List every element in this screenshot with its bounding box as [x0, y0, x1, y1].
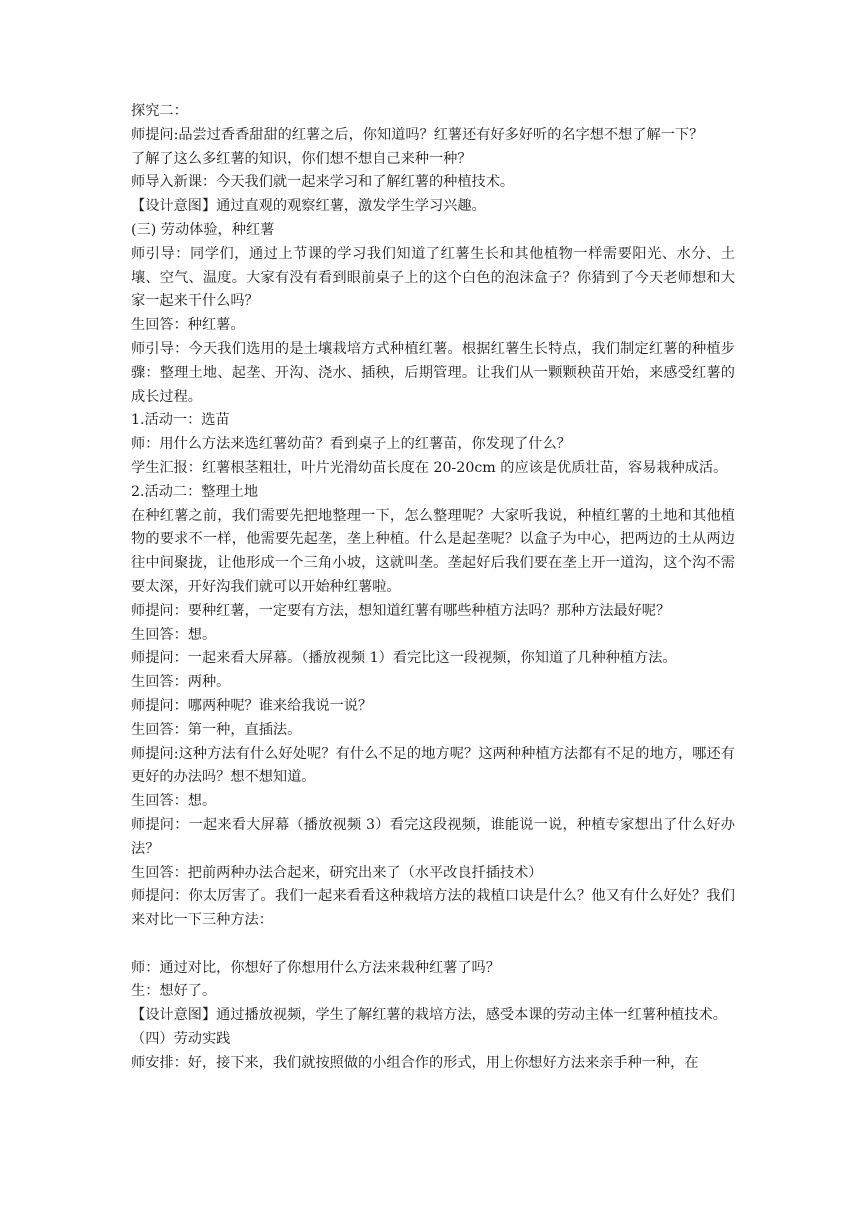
paragraph: 生回答：想。: [131, 626, 217, 643]
paragraph: 师提问:这种方法有什么好处呢？有什么不足的地方呢？这两种种植方法都有不足的地方，哪还有更好的办法吗？想不想知道。: [131, 745, 735, 786]
paragraph: 师安排：好，接下来，我们就按照做的小组合作的形式，用上你想好方法来亲手种一种，在: [131, 1054, 699, 1071]
blank-line: [131, 933, 735, 957]
paragraph: 了解了这么多红薯的知识，你们想不想自己来种一种？: [131, 150, 472, 167]
paragraph: 师提问:品尝过香香甜甜的红薯之后，你知道吗？红薯还有好多好听的名字想不想了解一下？: [131, 126, 704, 143]
paragraph: 探究二：: [131, 103, 188, 119]
paragraph: 生回答：两种。: [131, 674, 231, 691]
document-body: [131, 100, 735, 1076]
paragraph: 师提问：要种红薯，一定要有方法，想知道红薯有哪些种植方法吗？那种方法最好呢？: [131, 602, 671, 619]
paragraph: 生：想好了。: [131, 983, 217, 1000]
paragraph: 师引导：同学们，通过上节课的学习我们知道了红薯生长和其他植物一样需要阳光、水分、土壤、空气、温度。大家有没有看到眼前桌子上的这个白色的泡沫盒子？你猜到了今天老师想和大家一起来干什么吗？: [131, 245, 735, 310]
paragraph: 师提问：一起来看大屏幕（播放视频 3）看完这段视频，谁能说一说，种植专家想出了什么好办法？: [131, 816, 735, 857]
design-intent-note: 【设计意图】通过直观的观察红薯，激发学生学习兴趣。: [131, 198, 486, 215]
paragraph: 生回答：把前两种办法合起来，研究出来了（水平改良扦插技术）: [131, 864, 543, 881]
section-heading: (三) 劳动体验，种红薯: [131, 221, 275, 238]
paragraph: 在种红薯之前，我们需要先把地整理一下，怎么整理呢？大家听我说，种植红薯的土地和其他植物的要求不一样，他需要先起垄，垄上种植。什么是起垄呢？以盒子为中心，把两边的土从两边往中间聚拢，让他形成一个三角小坡，这就叫垄。垄起好后我们要在垄上开一道沟，这个沟不需要太深，开好沟我们就可以开始种红薯啦。: [131, 507, 735, 595]
paragraph: 师提问：你太厉害了。我们一起来看看这种栽培方法的栽植口诀是什么？他又有什么好处？我们来对比一下三种方法：: [131, 888, 735, 929]
paragraph: 师：通过对比，你想好了你想用什么方法来栽种红薯了吗？: [131, 959, 500, 976]
paragraph: 生回答：第一种，直插法。: [131, 721, 302, 738]
paragraph: 师提问：一起来看大屏幕。（播放视频 1）看完比这一段视频，你知道了几种种植方法。: [131, 650, 677, 667]
section-heading: （四）劳动实践: [131, 1031, 231, 1048]
paragraph: 师引导：今天我们选用的是土壤栽培方式种植红薯。根据红薯生长特点，我们制定红薯的种植步骤：整理土地、起垄、开沟、浇水、插秧，后期管理。让我们从一颗颗秧苗开始，来感受红薯的成长过程。: [131, 340, 735, 405]
paragraph: 学生汇报：红薯根茎粗壮，叶片光滑幼苗长度在 20-20cm 的应该是优质壮苗，容易栽种成活。: [131, 459, 728, 476]
paragraph: 师：用什么方法来选红薯幼苗？看到桌子上的红薯苗，你发现了什么？: [131, 436, 571, 453]
activity-heading: 1.活动一：选苗: [131, 412, 230, 429]
design-intent-note: 【设计意图】通过播放视频，学生了解红薯的栽培方法，感受本课的劳动主体一红薯种植技术。: [131, 1007, 727, 1024]
paragraph: 生回答：想。: [131, 793, 217, 810]
paragraph: 师提问：哪两种呢？谁来给我说一说？: [131, 697, 373, 714]
paragraph: 师导入新课：今天我们就一起来学习和了解红薯的种植技术。: [131, 174, 515, 191]
paragraph: 生回答：种红薯。: [131, 317, 245, 334]
activity-heading: 2.活动二：整理土地: [131, 483, 259, 500]
